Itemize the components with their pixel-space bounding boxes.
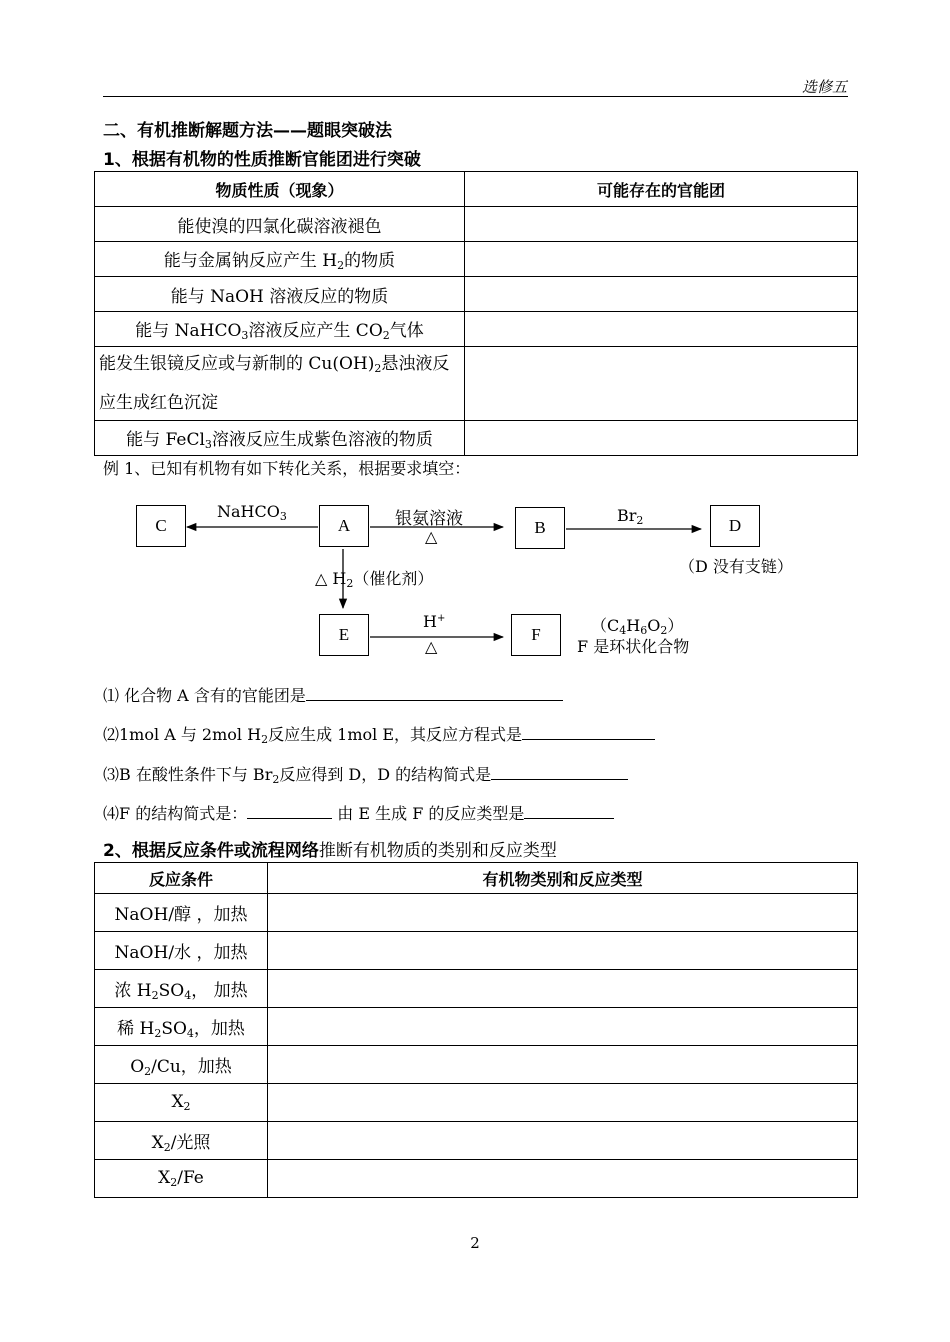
table2-cell-condition: 稀 $H_2SO_4$，加热 xyxy=(95,1008,268,1046)
reagent-h2: △ $H_2$（催化剂） xyxy=(315,569,434,590)
reagent-nahco3: NaHCO$_3$ xyxy=(217,502,287,523)
table2-answer-cell[interactable] xyxy=(268,1084,858,1122)
compound-box-d: D xyxy=(710,505,760,547)
table2-header-condition: 反应条件 xyxy=(95,863,268,894)
table2-cell-condition: $O_2/Cu$，加热 xyxy=(95,1046,268,1084)
header-label: 选修五 xyxy=(801,78,847,96)
reagent-br2: $Br_2$ xyxy=(617,506,644,527)
answer-blank[interactable] xyxy=(247,802,332,819)
heat-symbol: △ xyxy=(425,527,438,546)
table2-cell-condition: NaOH/醇 ，加热 xyxy=(95,894,268,932)
question-4: ⑷F 的结构简式是： 由 E 生成 F 的反应类型是 xyxy=(103,801,614,824)
section-title: 二、有机推断解题方法——题眼突破法 xyxy=(103,121,392,141)
table1-cell-property: 能发生银镜反应或与新制的 $Cu(OH)_2$悬浊液反应生成红色沉淀 xyxy=(95,347,465,421)
table2-cell-condition: $X_2$ xyxy=(95,1084,268,1122)
f-formula: $(C_4H_6O_2)$ xyxy=(591,616,684,637)
table-row xyxy=(95,1122,858,1160)
table-row xyxy=(95,970,858,1008)
table-row xyxy=(95,1046,858,1084)
table2-answer-cell[interactable] xyxy=(268,1046,858,1084)
condition-table xyxy=(94,862,858,1198)
table1-cell-property: 能与 FeCl$_3$溶液反应生成紫色溶液的物质 xyxy=(95,421,465,456)
question-3: ⑶B 在酸性条件下与 $Br_2$反应得到 D，D 的结构简式是 xyxy=(103,762,628,786)
table2-answer-cell[interactable] xyxy=(268,970,858,1008)
d-note: （D 没有支链） xyxy=(679,557,793,576)
answer-blank[interactable] xyxy=(524,802,614,819)
table2-answer-cell[interactable] xyxy=(268,894,858,932)
table2-answer-cell[interactable] xyxy=(268,1160,858,1198)
compound-box-a: A xyxy=(319,505,369,547)
compound-box-f: F xyxy=(511,614,561,656)
table-row xyxy=(95,1008,858,1046)
compound-box-b: B xyxy=(515,507,565,549)
sub1-title: 1、根据有机物的性质推断官能团进行突破 xyxy=(103,150,421,170)
table1-cell-property: 能与金属钠反应产生 $H_2$的物质 xyxy=(95,242,465,277)
table2-cell-condition: 浓 $H_2SO_4$， 加热 xyxy=(95,970,268,1008)
table1-header-group: 可能存在的官能团 xyxy=(465,172,858,207)
answer-blank[interactable] xyxy=(522,723,655,740)
table2-cell-condition: $X_2/$光照 xyxy=(95,1122,268,1160)
table1-cell-property: 能使溴的四氯化碳溶液褪色 xyxy=(95,207,465,242)
reagent-hplus: H+ xyxy=(423,612,446,631)
table-row xyxy=(95,1084,858,1122)
f-note: F 是环状化合物 xyxy=(577,637,690,656)
table2-header-type: 有机物类别和反应类型 xyxy=(268,863,858,894)
reagent-silver-ammonia: 银氨溶液 xyxy=(395,509,463,529)
table2-answer-cell[interactable] xyxy=(268,1008,858,1046)
answer-blank[interactable] xyxy=(491,763,628,780)
answer-blank[interactable] xyxy=(306,684,563,701)
table-row xyxy=(95,894,858,932)
table1-cell-property: 能与 NaOH 溶液反应的物质 xyxy=(95,277,465,312)
table1-cell-property: 能与 NaHCO$_3$溶液反应产生 $CO_2$气体 xyxy=(95,312,465,347)
compound-box-c: C xyxy=(136,505,186,547)
question-2: ⑵1mol A 与 2mol $H_2$反应生成 1mol E，其反应方程式是 xyxy=(103,722,655,746)
heat-symbol: △ xyxy=(425,637,438,656)
table2-answer-cell[interactable] xyxy=(268,932,858,970)
table-row xyxy=(95,932,858,970)
table2-cell-condition: $X_2/Fe$ xyxy=(95,1160,268,1198)
table2-cell-condition: NaOH/水 ，加热 xyxy=(95,932,268,970)
compound-box-e: E xyxy=(319,614,369,656)
table2-answer-cell[interactable] xyxy=(268,1122,858,1160)
table-row xyxy=(95,1160,858,1198)
table1-header-property: 物质性质（现象） xyxy=(95,172,465,207)
question-1: ⑴ 化合物 A 含有的官能团是 xyxy=(103,683,563,706)
sub2-title: 2、根据反应条件或流程网络推断有机物质的类别和反应类型 xyxy=(103,841,557,861)
example-intro: 例 1、已知有机物有如下转化关系，根据要求填空： xyxy=(103,459,471,478)
page-number: 2 xyxy=(470,1234,480,1252)
